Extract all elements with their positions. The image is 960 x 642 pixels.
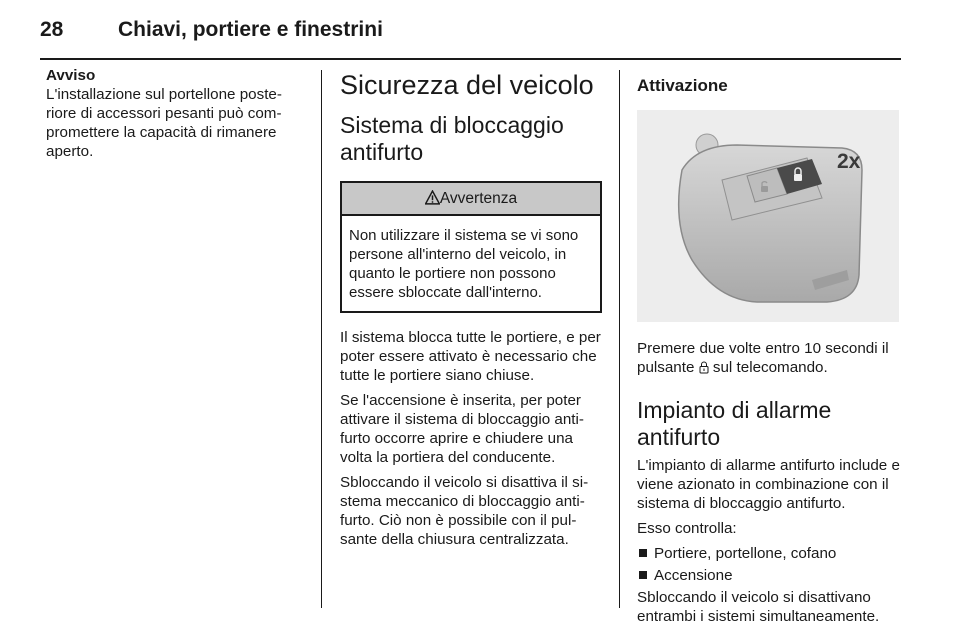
column-activation	[637, 66, 901, 626]
subsection-title: Sistema di bloccaggio antifurto	[340, 112, 564, 165]
paragraph: Il sistema blocca tutte le portiere, e per poter essere attivato è necessario che tutte le portiere siano chiuse.	[340, 329, 601, 384]
section-title: Sicurezza del veicolo	[340, 70, 594, 100]
notice-title: Avviso	[46, 67, 96, 84]
column-divider	[321, 70, 322, 608]
list-item-text: Accensione	[654, 567, 733, 584]
activation-heading: Attivazione	[637, 76, 728, 95]
warning-label: Avvertenza	[439, 190, 518, 207]
closing-text: Sbloccando il veicolo si disattivano entrambi i sistemi simultaneamente.	[637, 589, 880, 625]
instruction-text: Premere due volte entro 10 secondi il pulsante	[637, 340, 889, 376]
warning-text: Non utilizzare il sistema se vi sono persone all'interno del veicolo, in quanto le portiere non possono essere sbloccate dall'interno.	[349, 227, 579, 301]
page-number: 28	[40, 18, 64, 41]
instruction-text: sul telecomando.	[712, 359, 828, 376]
alarm-section-title: Impianto di allarme antifurto	[637, 397, 832, 450]
activation-instruction	[637, 339, 901, 377]
notice-text: L'installazione sul portellone poste-riore di accessori pesanti può com-promettere la capacità di rimanere aperto.	[46, 86, 282, 160]
warning-header	[342, 183, 600, 216]
list-item	[637, 566, 901, 585]
column-notice	[46, 66, 308, 161]
controls-list	[637, 544, 901, 585]
list-item	[637, 544, 901, 563]
warning-triangle-icon	[425, 190, 440, 205]
warning-box	[340, 181, 602, 313]
press-count-label: 2x	[837, 150, 861, 173]
paragraph: Sbloccando il veicolo si disattiva il si-stema meccanico di bloccaggio anti-furto. Ciò non è possibile con il pul-sante della chiusura centralizzata.	[340, 474, 589, 548]
bullet-icon	[639, 549, 647, 557]
paragraph: Se l'accensione è inserita, per poter attivare il sistema di bloccaggio anti-furto occorre aprire e chiudere una volta la portiera del conducente.	[340, 392, 584, 466]
header-rule	[40, 58, 901, 60]
column-divider	[619, 70, 620, 608]
lock-icon	[699, 361, 709, 374]
page-header	[40, 18, 900, 48]
remote-key-drawing	[637, 110, 899, 322]
list-item-text: Portiere, portellone, cofano	[654, 545, 837, 562]
alarm-intro: L'impianto di allarme antifurto include e viene azionato in combinazione con il sistema di bloccaggio antifurto.	[637, 457, 900, 512]
chapter-title: Chiavi, portiere e finestrini	[118, 18, 383, 41]
bullet-icon	[639, 571, 647, 579]
remote-key-illustration	[637, 110, 899, 322]
controls-label: Esso controlla:	[637, 520, 737, 537]
column-vehicle-security	[340, 70, 602, 549]
